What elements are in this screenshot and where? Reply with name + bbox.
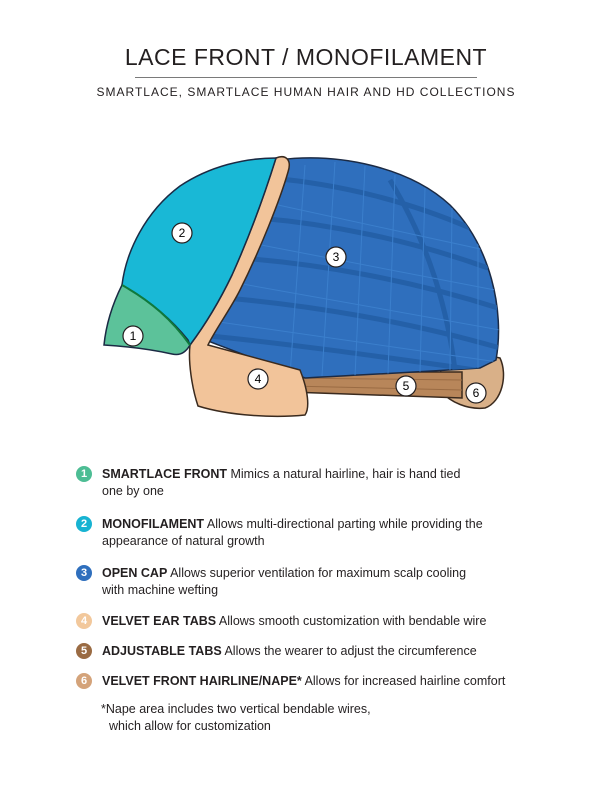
legend-item-smartlace-front xyxy=(76,466,572,500)
wig-cap-diagram xyxy=(90,140,530,430)
badge-6 xyxy=(466,383,486,403)
badge-3-text: 3 xyxy=(332,250,340,264)
legend-number-badge: 4 xyxy=(76,613,92,629)
legend-label: VELVET FRONT HAIRLINE/NAPE* xyxy=(102,674,302,688)
legend-description: Allows smooth customization with bendable wire xyxy=(216,614,487,628)
badge-3 xyxy=(326,247,346,267)
legend-description-continued: one by one xyxy=(102,484,164,498)
legend-number-badge: 5 xyxy=(76,643,92,659)
legend-description: Mimics a natural hairline, hair is hand tied xyxy=(227,467,461,481)
legend-label: OPEN CAP xyxy=(102,566,168,580)
legend-description-continued: with machine wefting xyxy=(102,583,219,597)
badge-1-text: 1 xyxy=(129,329,137,343)
legend-item-open-cap xyxy=(76,565,572,599)
legend-description: Allows superior ventilation for maximum scalp cooling xyxy=(167,566,467,580)
badge-4-text: 4 xyxy=(254,372,262,386)
badge-4 xyxy=(248,369,268,389)
legend-item-velvet-front-hairline-nape xyxy=(76,673,572,690)
legend-number-badge: 2 xyxy=(76,516,92,532)
legend-label: MONOFILAMENT xyxy=(102,517,205,531)
footnote xyxy=(101,701,371,735)
legend-description: Allows multi-directional parting while providing the xyxy=(204,517,483,531)
legend-label: SMARTLACE FRONT xyxy=(102,467,227,481)
legend-number-badge: 3 xyxy=(76,565,92,581)
legend-label: ADJUSTABLE TABS xyxy=(102,644,222,658)
legend-item-monofilament xyxy=(76,516,572,550)
badge-2-text: 2 xyxy=(178,226,186,240)
footnote-line-2: which allow for customization xyxy=(109,719,271,733)
legend-description: Allows for increased hairline comfort xyxy=(301,674,506,688)
footnote-line-1: *Nape area includes two vertical bendable wires, xyxy=(101,702,371,716)
legend-number-badge: 6 xyxy=(76,673,92,689)
legend-number-badge: 1 xyxy=(76,466,92,482)
badge-5-text: 5 xyxy=(402,379,410,393)
badge-6-text: 6 xyxy=(472,386,480,400)
legend-item-velvet-ear-tabs xyxy=(76,613,572,630)
page-title: LACE FRONT / MONOFILAMENT xyxy=(124,44,488,70)
badge-1 xyxy=(123,326,143,346)
legend-description: Allows the wearer to adjust the circumference xyxy=(221,644,477,658)
legend-label: VELVET EAR TABS xyxy=(102,614,217,628)
badge-2 xyxy=(172,223,192,243)
badge-5 xyxy=(396,376,416,396)
legend-description-continued: appearance of natural growth xyxy=(102,534,265,548)
title-divider xyxy=(135,77,477,78)
page-subtitle: SMARTLACE, SMARTLACE HUMAN HAIR AND HD COLLECTIONS xyxy=(96,85,516,99)
legend-item-adjustable-tabs xyxy=(76,643,572,660)
